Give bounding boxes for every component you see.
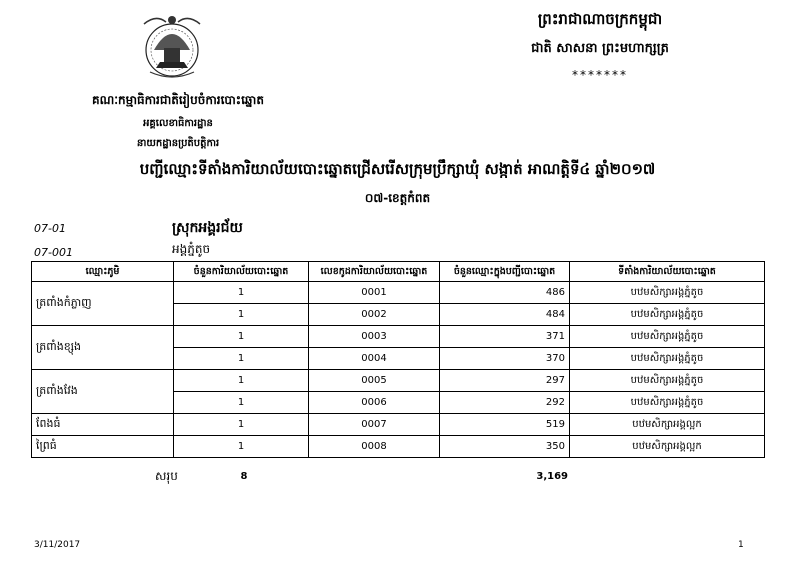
village-cell: ត្រពាំងខ្សុង bbox=[32, 326, 174, 370]
committee-name: គណៈកម្មាធិការជាតិរៀបចំការបោះឆ្នោត bbox=[92, 93, 264, 107]
station-count-cell: 1 bbox=[174, 392, 309, 414]
header-village: ឈ្មោះភូមិ bbox=[32, 262, 174, 282]
header-station-code: លេខកូដការិយាល័យបោះឆ្នោត bbox=[309, 262, 440, 282]
document-title: បញ្ជីឈ្មោះទីតាំងការិយាល័យបោះឆ្នោតជ្រើសរើសក្រុមប្រឹក្សាឃុំ សង្កាត់ អាណត្តិទី៤ ឆ្នាំ២០១៧ bbox=[139, 160, 656, 178]
station-code-cell: 0004 bbox=[309, 348, 440, 370]
station-count-cell: 1 bbox=[174, 326, 309, 348]
national-motto: ជាតិ សាសនា ព្រះមហាក្សត្រ bbox=[531, 41, 669, 56]
secretariat-name: អគ្គលេខាធិការដ្ឋាន bbox=[143, 118, 213, 129]
location-cell: បឋមសិក្សាអង្គភ្នំតូច bbox=[570, 304, 765, 326]
table-header-row bbox=[32, 262, 765, 282]
village-cell: ពែងធំ bbox=[32, 414, 174, 436]
table-row bbox=[32, 370, 765, 392]
station-code-cell: 0002 bbox=[309, 304, 440, 326]
commune-code: 07-001 bbox=[34, 246, 73, 259]
total-label: សរុប bbox=[155, 469, 178, 483]
location-cell: បឋមសិក្សាអង្គភ្នំតូច bbox=[570, 370, 765, 392]
location-cell: បឋមសិក្សាអង្គភ្នំតូច bbox=[570, 282, 765, 304]
total-stations: 8 bbox=[240, 471, 248, 482]
province-label: ០៧-ខេត្តកំពត bbox=[364, 191, 431, 205]
voter-count-cell: 371 bbox=[440, 326, 570, 348]
decorative-stars: ******* bbox=[572, 68, 628, 82]
voter-count-cell: 292 bbox=[440, 392, 570, 414]
total-voters: 3,169 bbox=[536, 471, 568, 482]
location-cell: បឋមសិក្សាអង្គភ្នំតូច bbox=[570, 392, 765, 414]
table-row bbox=[32, 326, 765, 348]
station-code-cell: 0008 bbox=[309, 436, 440, 458]
location-cell: បឋមសិក្សាអង្គល្អក bbox=[570, 414, 765, 436]
commune-name: អង្គភ្នំតូច bbox=[172, 242, 211, 256]
station-count-cell: 1 bbox=[174, 414, 309, 436]
station-code-cell: 0007 bbox=[309, 414, 440, 436]
nec-emblem-logo bbox=[136, 10, 208, 84]
voter-count-cell: 484 bbox=[440, 304, 570, 326]
district-code: 07-01 bbox=[34, 222, 66, 235]
table-row bbox=[32, 436, 765, 458]
station-count-cell: 1 bbox=[174, 370, 309, 392]
station-count-cell: 1 bbox=[174, 282, 309, 304]
department-name: នាយកដ្ឋានប្រតិបត្តិការ bbox=[136, 138, 220, 149]
location-cell: បឋមសិក្សាអង្គភ្នំតូច bbox=[570, 348, 765, 370]
voter-count-cell: 350 bbox=[440, 436, 570, 458]
station-code-cell: 0001 bbox=[309, 282, 440, 304]
station-code-cell: 0006 bbox=[309, 392, 440, 414]
voter-count-cell: 486 bbox=[440, 282, 570, 304]
location-cell: បឋមសិក្សាអង្គភ្នំតូច bbox=[570, 326, 765, 348]
page-number: 1 bbox=[738, 540, 744, 550]
voter-count-cell: 519 bbox=[440, 414, 570, 436]
station-code-cell: 0003 bbox=[309, 326, 440, 348]
village-cell: ព្រៃធំ bbox=[32, 436, 174, 458]
table-row bbox=[32, 414, 765, 436]
station-count-cell: 1 bbox=[174, 436, 309, 458]
table-row bbox=[32, 282, 765, 304]
kingdom-heading: ព្រះរាជាណាចក្រកម្ពុជា bbox=[537, 10, 663, 28]
header-station-count: ចំនួនការិយាល័យបោះឆ្នោត bbox=[174, 262, 309, 282]
station-count-cell: 1 bbox=[174, 304, 309, 326]
village-cell: ត្រពាំងកំភ្លាញ bbox=[32, 282, 174, 326]
location-cell: បឋមសិក្សាអង្គល្អក bbox=[570, 436, 765, 458]
voter-count-cell: 297 bbox=[440, 370, 570, 392]
footer-date: 3/11/2017 bbox=[34, 540, 81, 550]
station-count-cell: 1 bbox=[174, 348, 309, 370]
station-code-cell: 0005 bbox=[309, 370, 440, 392]
header-location: ទីតាំងការិយាល័យបោះឆ្នោត bbox=[570, 262, 765, 282]
header-voter-count: ចំនួនឈ្មោះក្នុងបញ្ជីបោះឆ្នោត bbox=[440, 262, 570, 282]
district-name: ស្រុកអង្គរជ័យ bbox=[172, 220, 243, 236]
voter-count-cell: 370 bbox=[440, 348, 570, 370]
village-cell: ត្រពាំងវែង bbox=[32, 370, 174, 414]
polling-stations-table bbox=[31, 261, 765, 458]
